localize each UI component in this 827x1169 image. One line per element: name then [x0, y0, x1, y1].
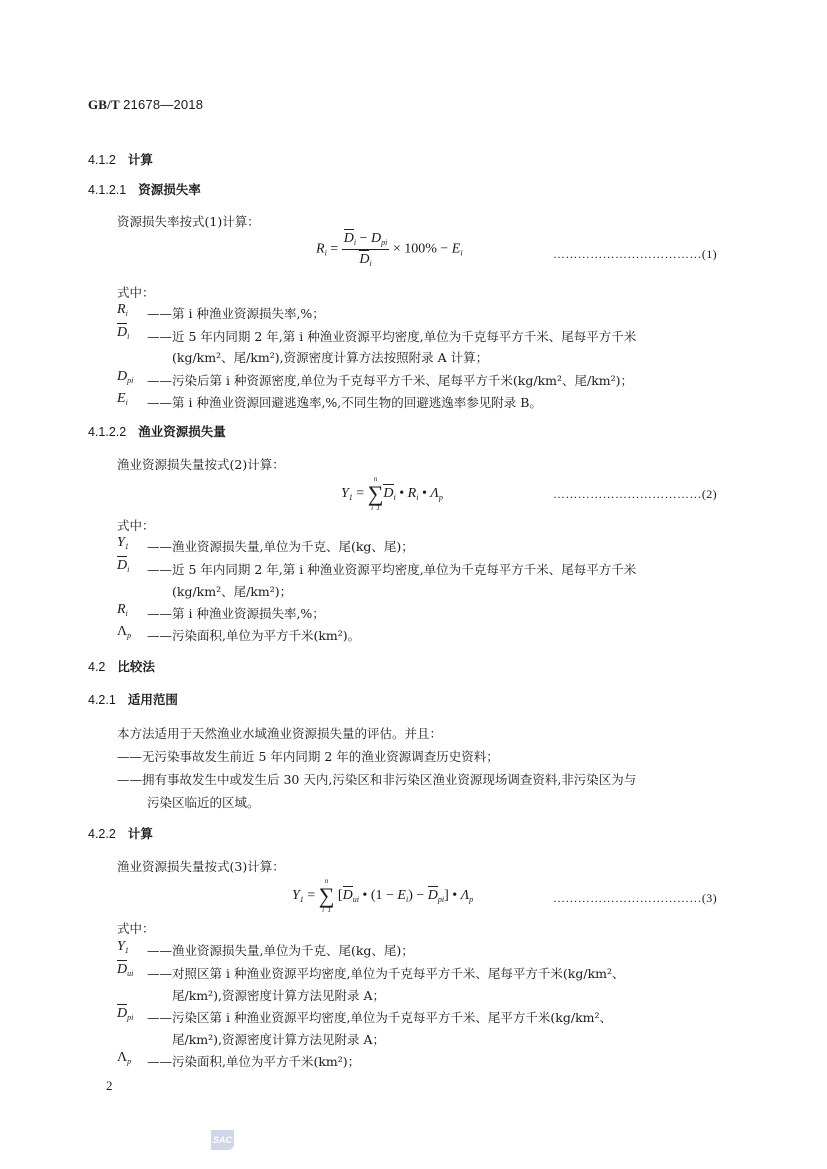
heading-4-2 — [88, 657, 155, 675]
definition-continuation: 尾/km²),资源密度计算方法见附录 A； — [172, 988, 386, 1003]
symbol-D-bar-i: $D_i$ — [117, 558, 130, 574]
definition-text: ——渔业资源损失量,单位为千克、尾(kg、尾)； — [147, 943, 414, 958]
section-title: 适用范围 — [127, 692, 178, 707]
definition-text: ——污染面积,单位为平方千米(km²)。 — [147, 628, 361, 643]
definition-text: ——污染后第 i 种资源密度,单位为千克每平方千米、尾每平方千米(kg/km²、尾/km²)； — [147, 373, 634, 388]
formula-3: $Y_1$ = n ∑ i 1 [$D_{ui}$ • $(1 - E_i) - D_{pi}$] • $\Lambda_p$ — [292, 877, 474, 914]
equation-label: (3) — [701, 891, 718, 905]
paragraph-intro-3: 渔业资源损失量按式(3)计算： — [117, 859, 285, 874]
paragraph-intro-1: 资源损失率按式(1)计算： — [117, 214, 260, 229]
symbol-E-i: $E_i$ — [117, 391, 128, 407]
symbol-D-bar-pi: $D_{pi}$ — [117, 1006, 134, 1022]
leader-dots: ……………………………… — [553, 891, 702, 905]
equation-label: (2) — [701, 487, 718, 501]
formula-2-leader — [553, 487, 717, 502]
definition-text: ——渔业资源损失量,单位为千克、尾(kg、尾)； — [147, 539, 414, 554]
section-title: 计算 — [127, 826, 153, 841]
definition-text: ——近 5 年内同期 2 年,第 i 种渔业资源平均密度,单位为千克每平方千米、尾每平方千米 — [147, 562, 637, 577]
standard-number: 21678—2018 — [123, 97, 204, 112]
symbol-Lambda-p: $\Lambda_p$ — [117, 624, 132, 640]
definition-text: ——第 i 种渔业资源损失率,%； — [147, 606, 325, 621]
heading-4-1-2-1 — [88, 180, 201, 198]
section-number: 4.1.2.2 — [88, 425, 127, 439]
definition-text: ——污染区第 i 种渔业资源平均密度,单位为千克每平方千米、尾平方千米(kg/km²、 — [147, 1010, 613, 1025]
definition-text: ——第 i 种渔业资源回避逃逸率,%,不同生物的回避逃逸率参见附录 B。 — [147, 395, 542, 410]
standard-prefix: GB/T — [88, 97, 120, 112]
definition-continuation: (kg/km²、尾/km²),资源密度计算方法按照附录 A 计算； — [172, 350, 489, 365]
section-number: 4.2.2 — [88, 827, 116, 841]
symbol-Y-1: $Y_1$ — [117, 939, 129, 955]
section-title: 计算 — [127, 152, 153, 167]
sac-watermark-logo: SAC — [211, 1130, 234, 1150]
symbol-Lambda-p: $\Lambda_p$ — [117, 1050, 132, 1066]
heading-4-2-1 — [88, 690, 178, 708]
list-item-continuation: 污染区临近的区域。 — [147, 795, 260, 810]
where-label-3: 式中： — [117, 921, 155, 936]
heading-4-1-2 — [88, 150, 153, 168]
definition-text: ——对照区第 i 种渔业资源平均密度,单位为千克每平方千米、尾每平方千米(kg/km²、 — [147, 966, 625, 981]
symbol-R-i: $R_i$ — [117, 302, 128, 318]
list-item: ——无污染事故发生前近 5 年内同期 2 年的渔业资源调查历史资料； — [117, 749, 499, 764]
symbol-D-bar-i: $D_i$ — [117, 325, 130, 341]
summation-icon: n ∑ i 1 — [367, 475, 384, 512]
section-title: 渔业资源损失量 — [138, 424, 226, 439]
section-title: 比较法 — [117, 659, 155, 674]
symbol-Y-1: $Y_1$ — [117, 535, 129, 551]
section-number: 4.1.2 — [88, 153, 116, 167]
where-label-1: 式中： — [117, 285, 155, 300]
symbol-D-pi: $D_{pi}$ — [117, 369, 134, 385]
formula-1-leader — [553, 247, 717, 262]
heading-4-2-2 — [88, 824, 153, 842]
formula-3-leader — [553, 891, 717, 906]
symbol-D-bar-ui: $D_{ui}$ — [117, 962, 134, 978]
paragraph-intro-2: 渔业资源损失量按式(2)计算： — [117, 457, 285, 472]
where-label-2: 式中： — [117, 518, 155, 533]
equation-label: (1) — [701, 247, 718, 261]
list-item: ——拥有事故发生中或发生后 30 天内,污染区和非污染区渔业资源现场调查资料,非污染区为与 — [117, 772, 637, 787]
definition-continuation: 尾/km²),资源密度计算方法见附录 A； — [172, 1032, 386, 1047]
definition-text: ——第 i 种渔业资源损失率,%； — [147, 306, 325, 321]
leader-dots: ……………………………… — [553, 487, 702, 501]
definition-text: ——污染面积,单位为平方千米(km²)； — [147, 1054, 361, 1069]
formula-2: $Y_1$ = n ∑ i 1 $D_i$ • $R_i$ • $\Lambda_p$ — [341, 475, 443, 512]
standard-code — [88, 97, 203, 113]
symbol-R-i: $R_i$ — [117, 602, 128, 618]
page-number: 2 — [106, 1078, 113, 1093]
paragraph-scope: 本方法适用于天然渔业水域渔业资源损失量的评估。并且： — [117, 726, 443, 741]
leader-dots: ……………………………… — [553, 247, 702, 261]
section-number: 4.2.1 — [88, 693, 116, 707]
section-number: 4.1.2.1 — [88, 183, 127, 197]
heading-4-1-2-2 — [88, 422, 226, 440]
section-title: 资源损失率 — [138, 182, 201, 197]
formula-1: $R_i$ = $\frac{D_i - D_{pi}}{D_i}$ × $100\% - E_i$ — [316, 231, 463, 268]
section-number: 4.2 — [88, 660, 106, 674]
definition-continuation: (kg/km²、尾/km²)； — [172, 584, 293, 599]
definition-text: ——近 5 年内同期 2 年,第 i 种渔业资源平均密度,单位为千克每平方千米、尾每平方千米 — [147, 329, 637, 344]
summation-icon: n ∑ i 1 — [318, 877, 335, 914]
